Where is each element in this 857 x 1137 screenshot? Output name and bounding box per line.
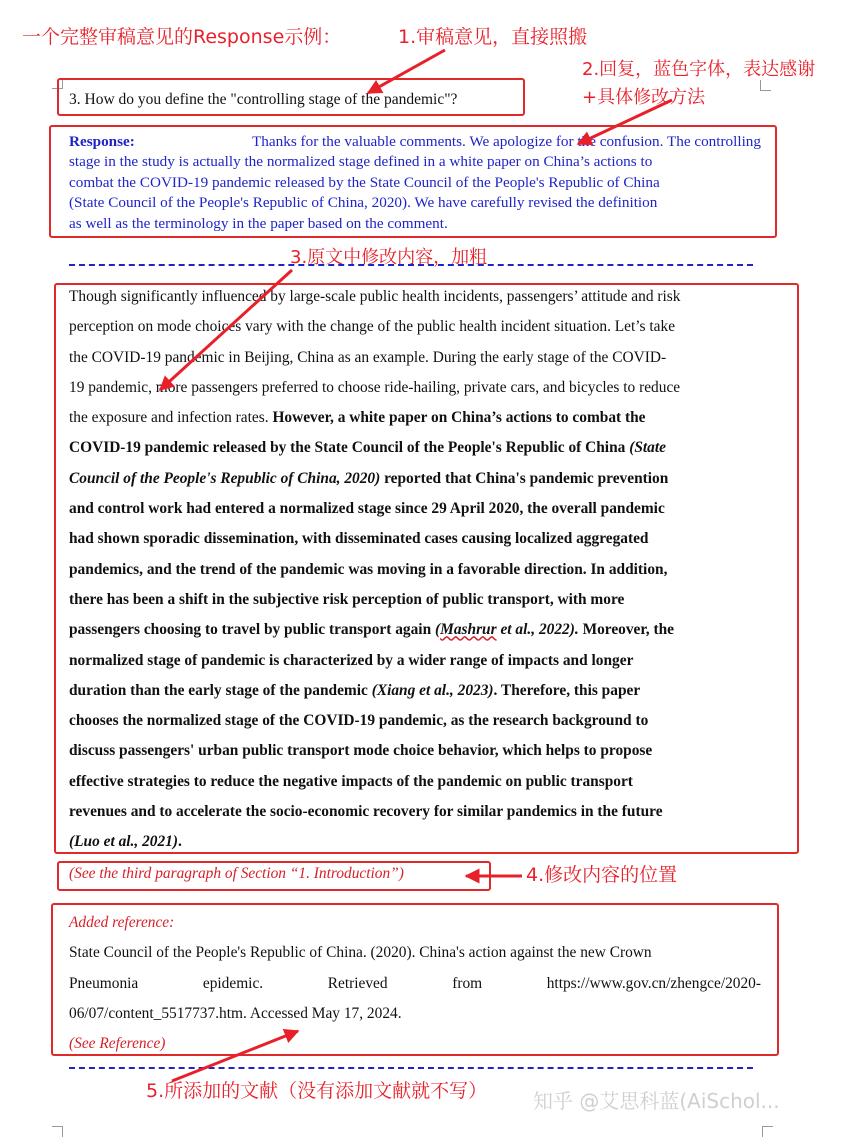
revised-line: chooses the normalized stage of the COVID-19 pandemic, as the research background to [69,712,649,730]
citation: (State [629,439,666,457]
revised-bold-text: duration than the early stage of the pandemic [69,681,368,699]
response-line: (State Council of the People's Republic of China, 2020). We have carefully revised the definition [69,194,658,212]
response-text: Thanks for the valuable comments. We apologize for the confusion. The controlling [252,133,761,150]
response-label: Response: [69,133,135,150]
revised-line: pandemics, and the trend of the pandemic was moving in a favorable direction. In addition, [69,560,668,578]
annotation-main-title: 一个完整审稿意见的Response示例： [22,26,342,48]
reviewer-comment: 3. How do you define the "controlling stage of the pandemic"? [69,91,458,108]
response-line: combat the COVID-19 pandemic released by the State Council of the People's Republic of China [69,173,660,191]
annotation-label-2a: 2.回复，蓝色字体，表达感谢 [582,59,816,80]
citation-rest: et al., 2022). [500,621,579,639]
arrow-5 [172,1031,298,1081]
annotation-label-2b: +具体修改方法 [582,87,706,108]
revised-bold-text: Moreover, the [582,621,675,639]
reference-line: State Council of the People's Republic of China. (2020). China's action against the new Crown [69,944,652,962]
reference-word: epidemic. [202,974,264,992]
revised-line: discuss passengers' urban public transport mode choice behavior, which helps to propose [69,742,653,760]
citation: (Mashrur et al., 2022). [435,621,579,639]
citation-author: Mashrur [440,621,497,639]
revised-plain-text: the exposure and infection rates. [69,409,269,427]
revised-bold-text: However, a white paper on China’s actions to combat the [272,409,646,427]
revised-line: and control work had entered a normalized stage since 29 April 2020, the overall pandemic [69,500,665,518]
revised-line: there has been a shift in the subjective risk perception of public transport, with more [69,590,625,608]
revised-line: normalized stage of pandemic is characterized by a wider range of impacts and longer [69,651,634,669]
arrow-3 [160,270,292,390]
annotation-label-1: 1.审稿意见，直接照搬 [398,26,588,48]
revised-bold-text: COVID-19 pandemic released by the State Council of the People's Republic of China [69,439,626,457]
citation: (Xiang et al., 2023) [371,681,494,699]
revised-bold-text: passengers choosing to travel by public transport again [69,621,432,639]
arrow-2 [578,100,672,144]
citation: (Luo et al., 2021) [69,833,179,851]
revised-bold-text: . [178,833,182,851]
reference-heading: Added reference: [69,914,175,931]
revised-bold-text: reported that China's pandemic prevention [384,469,669,487]
reference-see: (See Reference) [69,1035,166,1053]
revised-line: perception on mode choices vary with the change of the public health incident situation. Let’s take [69,318,676,336]
revised-line: the COVID-19 pandemic in Beijing, China as an example. During the early stage of the COVID- [69,348,667,366]
annotation-label-4: 4.修改内容的位置 [526,864,678,886]
reference-url: https://www.gov.cn/zhengce/2020- [546,974,761,992]
watermark: 知乎 @艾思科蓝(AiSchol... [533,1089,780,1113]
response-line: as well as the terminology in the paper based on the comment. [69,214,448,232]
location-text: (See the third paragraph of Section “1. Introduction”) [69,865,404,882]
revised-line: 19 pandemic, more passengers preferred to choose ride-hailing, private cars, and bicycles to reduce [69,378,681,396]
citation: Council of the People's Republic of China, 2020) [69,469,381,487]
reference-word: from [452,974,483,992]
revised-line: revenues and to accelerate the socio-economic recovery for similar pandemics in the future [69,803,663,821]
annotation-label-3: 3.原文中修改内容，加粗 [290,247,488,268]
revised-line: effective strategies to reduce the negative impacts of the pandemic on public transport [69,772,633,790]
annotation-label-5: 5.所添加的文献（没有添加文献就不写） [146,1080,488,1102]
reference-word: Retrieved [327,974,388,992]
response-line: stage in the study is actually the normalized stage defined in a white paper on China’s actions to [69,153,653,171]
revised-line: Though significantly influenced by large-scale public health incidents, passengers’ attitude and risk [69,288,681,305]
reference-line: 06/07/content_5517737.htm. Accessed May 17, 2024. [69,1004,402,1022]
arrow-1 [368,50,445,93]
revised-bold-text: . Therefore, this paper [493,681,641,699]
reference-word: Pneumonia [69,974,139,992]
revised-line: had shown sporadic dissemination, with disseminated cases causing localized aggregated [69,530,649,548]
